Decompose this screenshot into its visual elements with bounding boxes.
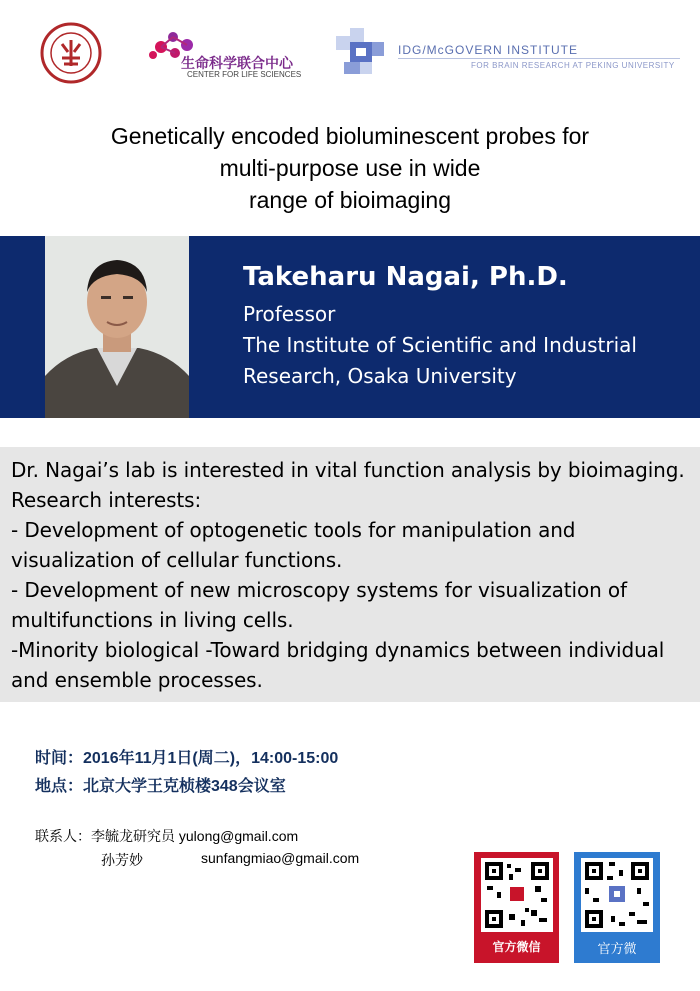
abstract-line: -Minority biological -Toward bridging dynamics between individual bbox=[11, 638, 665, 662]
abstract-line: - Development of optogenetic tools for manipulation and bbox=[11, 518, 576, 542]
contact-email[interactable]: sunfangmiao@gmail.com bbox=[201, 850, 360, 866]
cls-chinese-name: 生命科学联合中心 bbox=[181, 55, 293, 71]
idg-divider bbox=[398, 58, 680, 59]
qr-code-icon bbox=[481, 858, 553, 932]
qr-code-icon bbox=[581, 858, 653, 932]
event-time: 时间：2016年11月1日(周二)，14:00-15:00 bbox=[35, 750, 339, 767]
abstract-line: and ensemble processes. bbox=[11, 668, 263, 692]
official-qr-card[interactable] bbox=[574, 852, 660, 963]
idg-institute-mark bbox=[336, 28, 386, 76]
qr-right-label: 官方微 bbox=[597, 941, 637, 956]
idg-institute-subtitle: FOR BRAIN RESEARCH AT PEKING UNIVERSITY bbox=[471, 61, 675, 70]
abstract-line: multifunctions in living cells. bbox=[11, 608, 294, 632]
contact-name: 孙芳妙 bbox=[101, 852, 143, 868]
speaker-name: Takeharu Nagai, Ph.D. bbox=[243, 262, 568, 292]
abstract-line: Research interests: bbox=[11, 488, 202, 512]
event-place: 地点：北京大学王克桢楼348会议室 bbox=[35, 778, 286, 795]
speaker-position: Professor bbox=[243, 302, 336, 326]
speaker-photo bbox=[45, 236, 189, 418]
abstract-text bbox=[11, 455, 697, 695]
abstract-line: - Development of new microscopy systems for visualization of bbox=[11, 578, 627, 602]
wechat-qr-card[interactable] bbox=[474, 852, 559, 963]
abstract-line: visualization of cellular functions. bbox=[11, 548, 343, 572]
idg-institute-title: IDG/McGOVERN INSTITUTE bbox=[398, 43, 579, 57]
qr-left-label: 官方微信 bbox=[492, 940, 541, 954]
contact-line-1: 联系人：李毓龙研究员 yulong@gmail.com bbox=[35, 828, 299, 844]
talk-title-line: multi-purpose use in wide bbox=[219, 155, 481, 181]
speaker-affiliation-line-1: The Institute of Scientific and Industrial bbox=[243, 333, 637, 357]
abstract-line: Dr. Nagai’s lab is interested in vital function analysis by bioimaging. bbox=[11, 458, 685, 482]
peking-university-logo bbox=[40, 22, 102, 84]
contact-line-2 bbox=[101, 850, 360, 870]
talk-title-line: range of bioimaging bbox=[248, 187, 452, 213]
cls-english-name: CENTER FOR LIFE SCIENCES bbox=[187, 70, 302, 79]
talk-title bbox=[0, 120, 700, 216]
talk-title-line: Genetically encoded bioluminescent probes for bbox=[110, 123, 590, 149]
speaker-affiliation-line-2: Research, Osaka University bbox=[243, 364, 517, 388]
